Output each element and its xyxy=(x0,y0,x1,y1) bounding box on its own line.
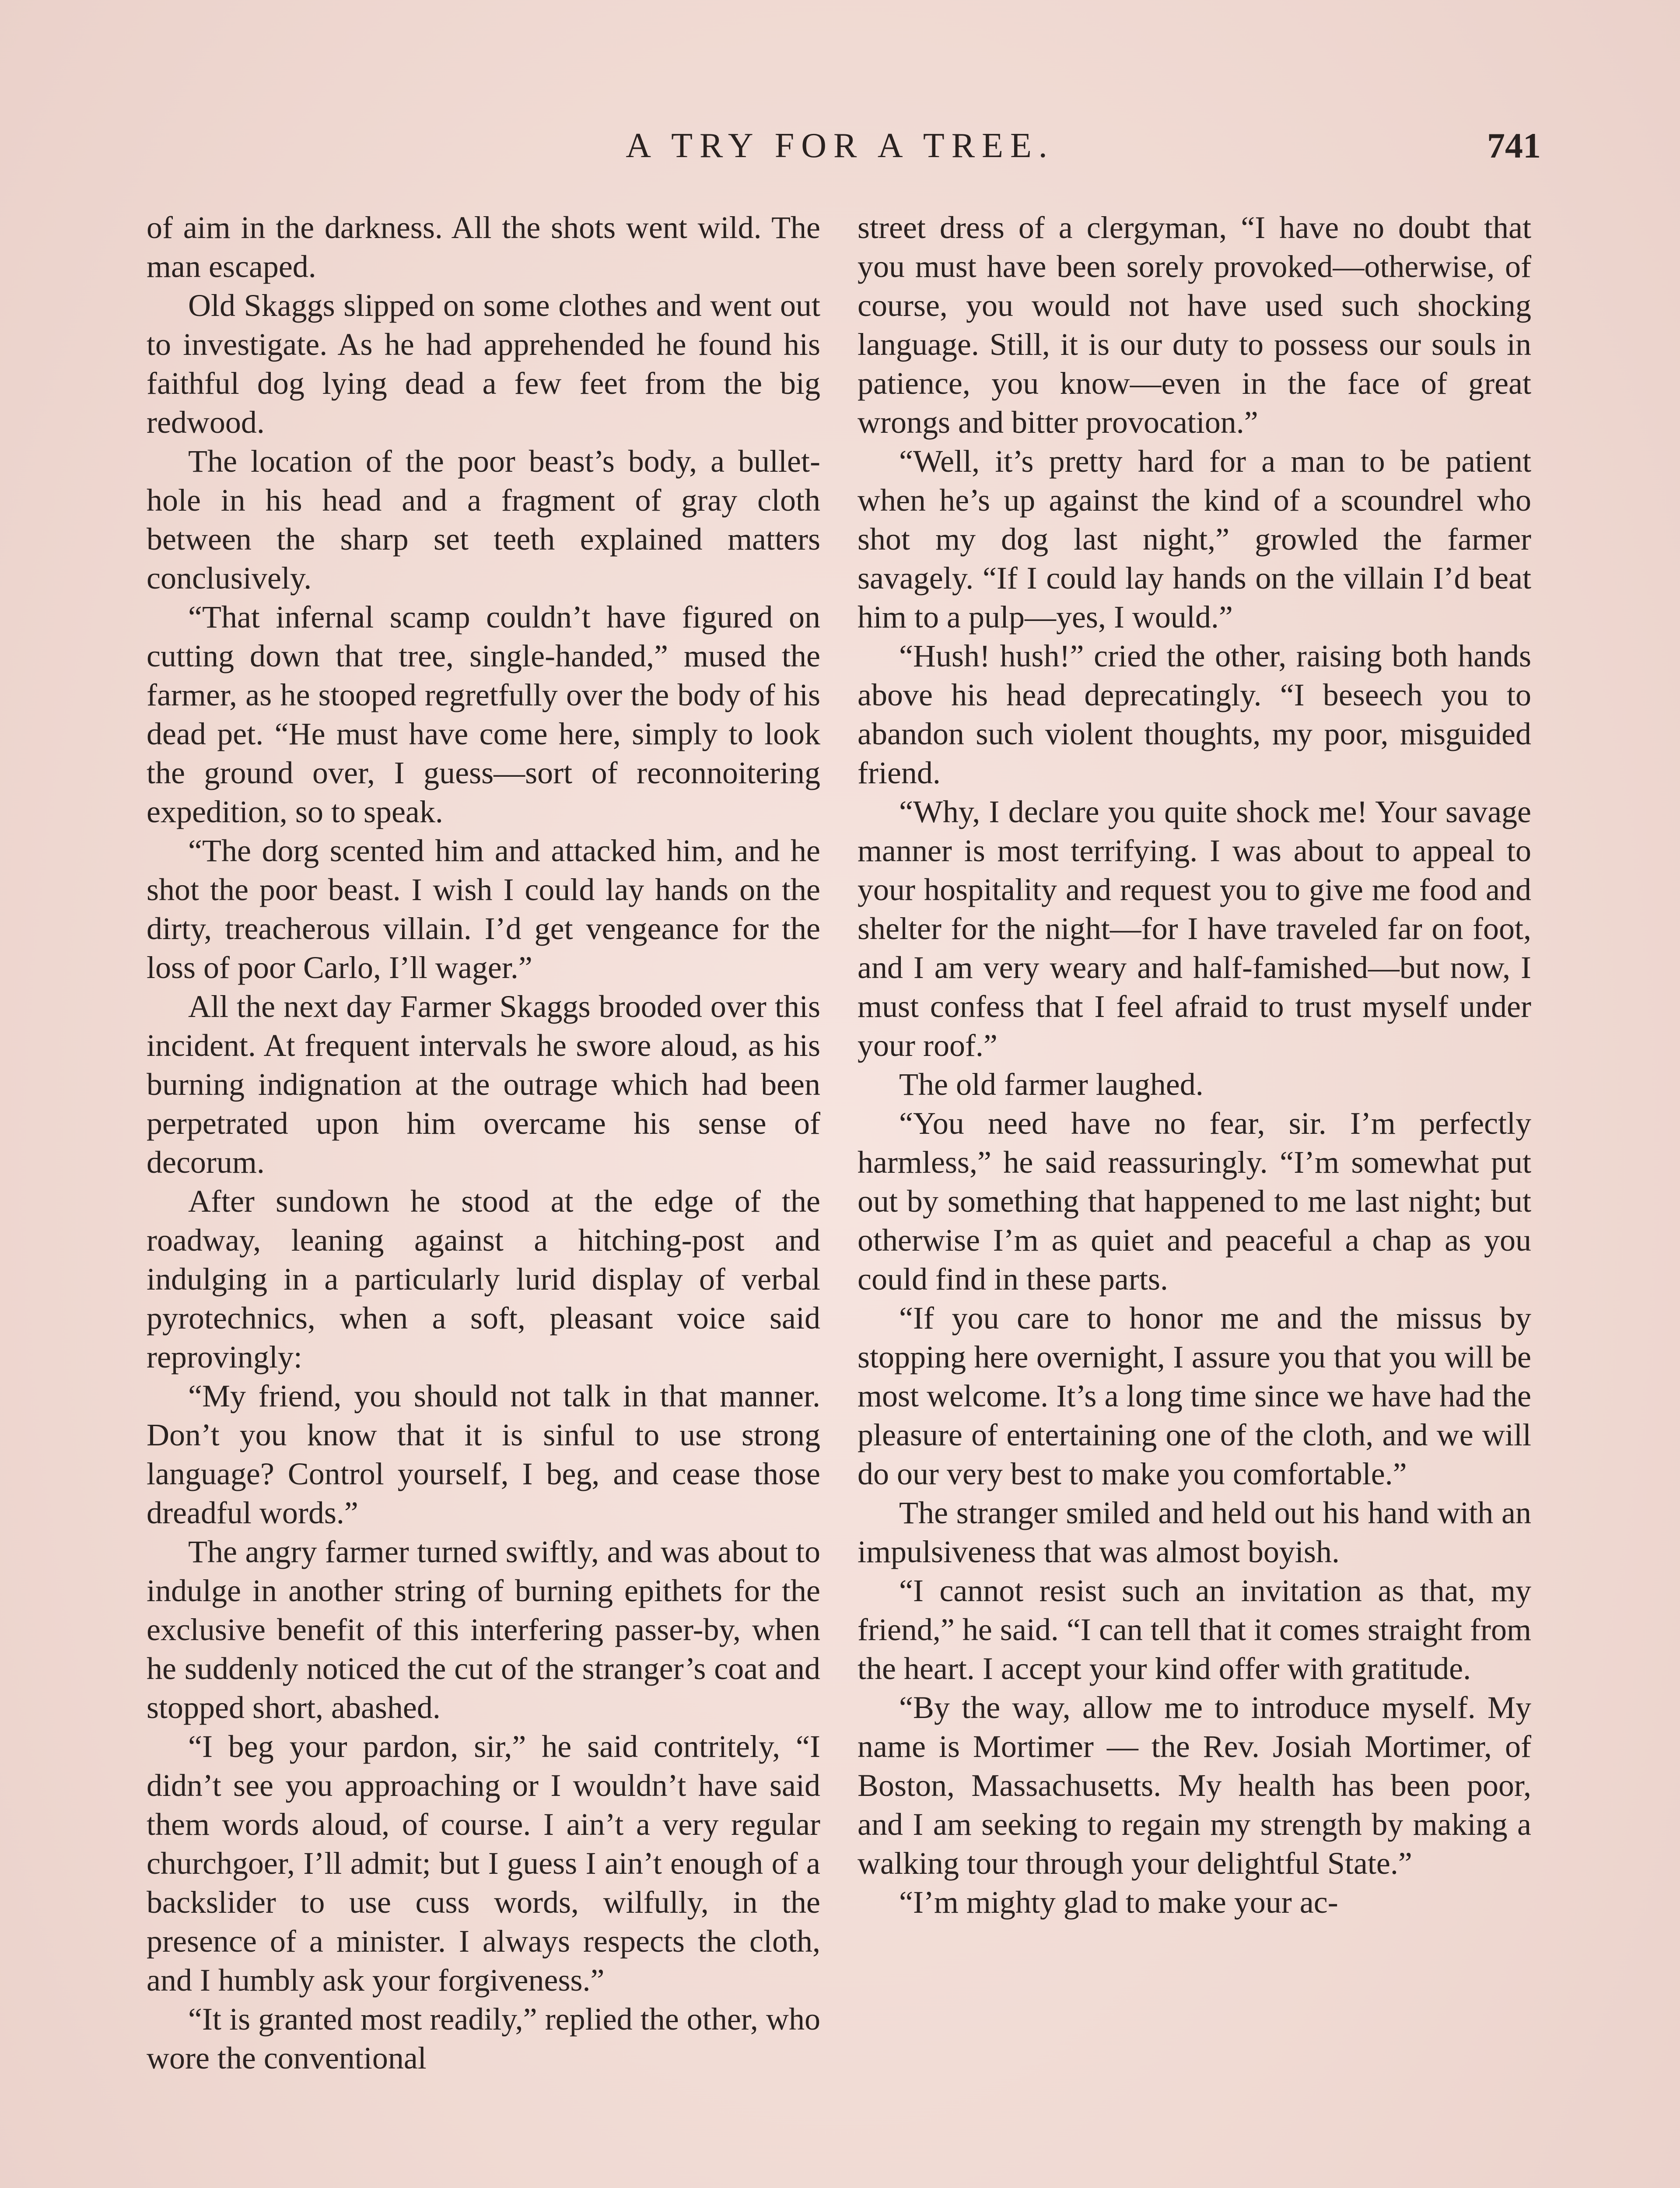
text-column-right xyxy=(858,208,1531,1922)
paragraph: “Well, it’s pretty hard for a man to be patient when he’s up against the kind of a scoundrel who shot my dog last night,” growled the farmer savagely. “If I could lay hands on the villain I’d beat him to a pulp—yes, I would.” xyxy=(858,444,1531,635)
paragraph: “Why, I declare you quite shock me! Your savage manner is most terrifying. I was about to appeal to your hospitality and request you to give me food and shelter for the night—for I have traveled far on foot, and I am very weary and half-famished—but now, I must confess that I feel afraid to trust myself under your roof.” xyxy=(858,794,1531,1063)
paragraph: “You need have no fear, sir. I’m perfectly harmless,” he said reassuringly. “I’m somewhat put out by something that happened to me last night; but otherwise I’m as quiet and peaceful a chap as you could find in these parts. xyxy=(858,1106,1531,1297)
paragraph: “I cannot resist such an invitation as that, my friend,” he said. “I can tell that it comes straight from the heart. I accept your kind offer with gratitude. xyxy=(858,1573,1531,1686)
paragraph: The angry farmer turned swiftly, and was about to indulge in another string of burning epithets for the exclusive benefit of this interfering passer-by, when he suddenly noticed the cut of the stranger’s coat and stopped short, abashed. xyxy=(147,1534,820,1725)
paragraph: “I’m mighty glad to make your ac- xyxy=(899,1885,1338,1920)
page-number: 741 xyxy=(1487,126,1541,165)
paragraph: “If you care to honor me and the missus by stopping here overnight, I assure you that you will be most welcome. It’s a long time since we have had the pleasure of entertaining one of the cloth, and we will do our very best to make you comfortable.” xyxy=(858,1301,1531,1491)
paragraph: of aim in the darkness. All the shots went wild. The man escaped. xyxy=(147,210,820,284)
paragraph: street dress of a clergyman, “I have no doubt that you must have been sorely provoked—otherwise, of course, you would not have used such shocking language. Still, it is our duty to possess our souls in patience, you know—even in the face of great wrongs and bitter provocation.” xyxy=(858,210,1531,440)
paragraph: All the next day Farmer Skaggs brooded over this incident. At frequent intervals he swore aloud, as his burning indignation at the outrage which had been perpetrated upon him overcame his sense of decorum. xyxy=(147,989,820,1180)
paragraph: “I beg your pardon, sir,” he said contritely, “I didn’t see you approaching or I wouldn’t have said them words aloud, of course. I ain’t a very regular churchgoer, I’ll admit; but I guess I ain’t enough of a backslider to use cuss words, wilfully, in the presence of a minister. I always respects the cloth, and I humbly ask your forgiveness.” xyxy=(147,1729,820,1998)
running-title: A TRY FOR A TREE. xyxy=(626,126,1054,165)
paragraph: “Hush! hush!” cried the other, raising both hands above his head deprecatingly. “I beseech you to abandon such violent thoughts, my poor, misguided friend. xyxy=(858,638,1531,790)
paragraph: The old farmer laughed. xyxy=(899,1067,1204,1102)
paragraph: “My friend, you should not talk in that manner. Don’t you know that it is sinful to use strong language? Control yourself, I beg, and cease those dreadful words.” xyxy=(147,1378,820,1530)
paragraph: “By the way, allow me to introduce myself. My name is Mortimer — the Rev. Josiah Mortimer, of Boston, Massachusetts. My health has been poor, and I am seeking to regain my strength by making a walking tour through your delightful State.” xyxy=(858,1690,1531,1881)
paragraph: After sundown he stood at the edge of the roadway, leaning against a hitching-post and indulging in a particularly lurid display of verbal pyrotechnics, when a soft, pleasant voice said reprovingly: xyxy=(147,1184,820,1375)
paragraph: “That infernal scamp couldn’t have figured on cutting down that tree, single-handed,” mused the farmer, as he stooped regretfully over the body of his dead pet. “He must have come here, simply to look the ground over, I guess—sort of reconnoitering expedition, so to speak. xyxy=(147,600,820,829)
text-column-left xyxy=(147,208,820,2078)
paragraph: The location of the poor beast’s body, a bullet-hole in his head and a fragment of gray cloth between the sharp set teeth explained matters conclusively. xyxy=(147,444,820,596)
paragraph: “The dorg scented him and attacked him, and he shot the poor beast. I wish I could lay hands on the dirty, treacherous villain. I’d get vengeance for the loss of poor Carlo, I’ll wager.” xyxy=(147,833,820,985)
paragraph: The stranger smiled and held out his hand with an impulsiveness that was almost boyish. xyxy=(858,1495,1531,1569)
paragraph: “It is granted most readily,” replied the other, who wore the conventional xyxy=(147,2002,820,2076)
paragraph: Old Skaggs slipped on some clothes and went out to investigate. As he had apprehended he found his faithful dog lying dead a few feet from the big redwood. xyxy=(147,288,820,440)
